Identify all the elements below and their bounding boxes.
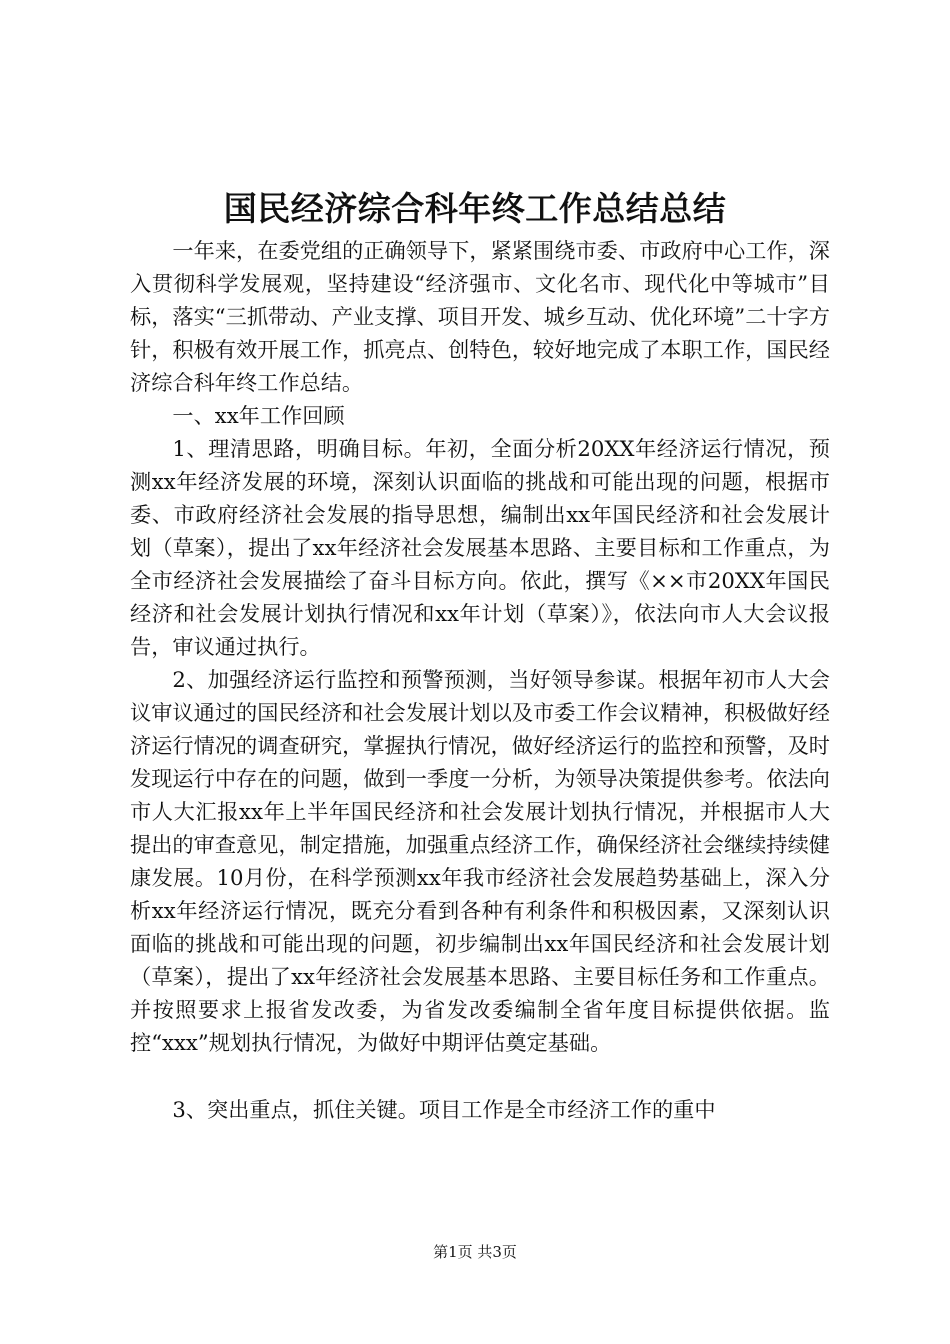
intro-paragraph: 一年来，在委党组的正确领导下，紧紧围绕市委、市政府中心工作，深入贯彻科学发展观，坚持建设“经济强市、文化名市、现代化中等城市”目标，落实“三抓带动、产业支撑、项目开发、城乡互动、优化环境”二十字方针，积极有效开展工作，抓亮点、创特色，较好地完成了本职工作，国民经济综合科年终工作总结。 bbox=[130, 238, 830, 395]
paragraph-item-1: 1、理清思路，明确目标。年初，全面分析20XX年经济运行情况，预测xx年经济发展的环境，深刻认识面临的挑战和可能出现的问题，根据市委、市政府经济社会发展的指导思想，编制出xx年国民经济和社会发展计划（草案），提出了xx年经济社会发展基本思路、主要目标和工作重点，为全市经济社会发展描绘了奋斗目标方向。依此，撰写《××市20XX年国民经济和社会发展计划执行情况和xx年计划（草案）》，依法向市人大会议报告，审议通过执行。 bbox=[130, 436, 830, 659]
page-number-footer: 第1页 共3页 bbox=[433, 1243, 517, 1261]
paragraph-item-3: 3、突出重点，抓住关键。项目工作是全市经济工作的重中 bbox=[172, 1097, 716, 1122]
paragraph-item-2: 2、加强经济运行监控和预警预测，当好领导参谋。根据年初市人大会议审议通过的国民经济和社会发展计划以及市委工作会议精神，积极做好经济运行情况的调查研究，掌握执行情况，做好经济运行的监控和预警，及时发现运行中存在的问题，做到一季度一分析，为领导决策提供参考。依法向市人大汇报xx年上半年国民经济和社会发展计划执行情况，并根据市人大提出的审查意见，制定措施，加强重点经济工作，确保经济社会继续持续健康发展。10月份，在科学预测xx年我市经济社会发展趋势基础上，深入分析xx年经济运行情况，既充分看到各种有利条件和积极因素，又深刻认识面临的挑战和可能出现的问题，初步编制出xx年国民经济和社会发展计划（草案），提出了xx年经济社会发展基本思路、主要目标任务和工作重点。并按照要求上报省发改委，为省发改委编制全省年度目标提供依据。监控“xxx”规划执行情况，为做好中期评估奠定基础。 bbox=[130, 667, 830, 1055]
document-body bbox=[130, 234, 830, 1126]
document-title: 国民经济综合科年终工作总结总结 bbox=[223, 189, 727, 228]
section-heading: 一、xx年工作回顾 bbox=[172, 403, 345, 428]
